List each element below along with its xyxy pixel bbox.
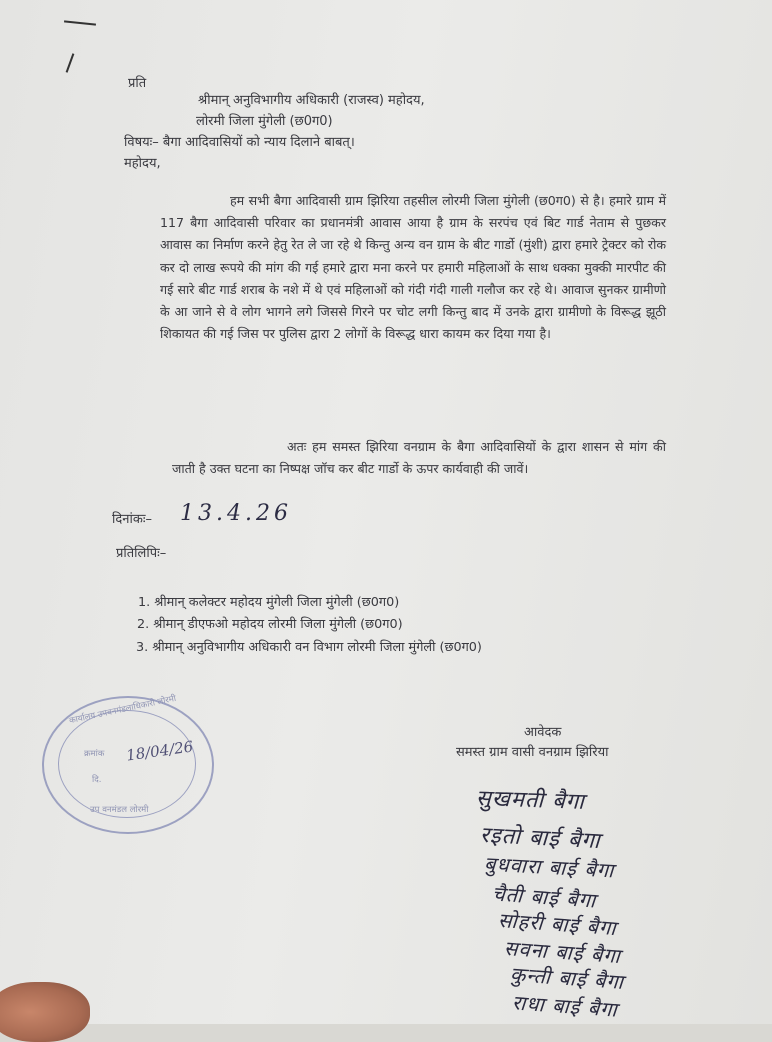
stamp-date-label: दि. bbox=[92, 775, 102, 785]
cc-item-1: 1. श्रीमान् कलेक्टर महोदय मुंगेली जिला मुंगेली (छ0ग0) bbox=[138, 595, 400, 610]
office-stamp bbox=[42, 693, 214, 834]
applicant-label: आवेदक bbox=[524, 725, 562, 740]
signature-3: बुधवारा बाई बैगा bbox=[483, 851, 615, 883]
body-paragraph-2 bbox=[172, 436, 666, 480]
pen-mark-slash bbox=[66, 53, 75, 72]
cc-item-2: 2. श्रीमान् डीएफओ महोदय लोरमी जिला मुंगेली (छ0ग0) bbox=[137, 617, 403, 632]
cc-item-3: 3. श्रीमान् अनुविभागीय अधिकारी वन विभाग लोरमी जिला मुंगेली (छ0ग0) bbox=[136, 640, 482, 655]
stamp-serial-label: क्रमांक bbox=[84, 749, 105, 759]
salutation-to: प्रति bbox=[128, 76, 147, 91]
addressee-line-1: श्रीमान् अनुविभागीय अधिकारी (राजस्व) महोदय, bbox=[198, 93, 425, 108]
date-label: दिनांकः– bbox=[112, 512, 152, 527]
signature-4: चैती बाई बैगा bbox=[491, 881, 597, 913]
cc-label: प्रतिलिपिः– bbox=[116, 546, 167, 561]
applicant-name: समस्त ग्राम वासी वनग्राम झिरिया bbox=[456, 745, 609, 760]
body-paragraph-1 bbox=[160, 190, 666, 345]
body-paragraph-1-text: हम सभी बैगा आदिवासी ग्राम झिरिया तहसील लोरमी जिला मुंगेली (छ0ग0) से है। हमारे ग्राम में 117 बैगा आदिवासी परिवार का प्रधानमंत्री आवास आया है ग्राम के सरपंच एवं बिट गार्ड नेताम से पुछकर आवास का निर्माण करने हेतु रेत ले जा रहे थे किन्तु अन्य वन ग्राम के बीट गार्डो (मुंशी) द्वारा हमारे ट्रेक्टर को रोक कर दो लाख रूपये की मांग की गई हमारे द्वारा मना करने पर हमारी महिलाओं के साथ धक्का मुक्की मारपीट की गई सारे बीट गार्ड शराब के नशे में थे एवं महिलाओं को गंदी गंदी गाली गलौज कर रहे थे। आवाज सुनकर ग्रामीणो के आ जाने से वे लोग भागने लगे जिससे गिरने पर चोट लगी किन्तु बाद में उनके द्वारा ग्रामीणो के विरूद्ध झूठी शिकायत की गई जिस पर पुलिस द्वारा 2 लोगों के विरूद्ध धारा कायम कर दिया गया है। bbox=[160, 193, 666, 342]
subject-line: विषयः– बैगा आदिवासियों को न्याय दिलाने बाबत्। bbox=[124, 135, 355, 150]
addressee-line-2: लोरमी जिला मुंगेली (छ0ग0) bbox=[196, 114, 333, 129]
stamp-bottom-text: उप वनमंडल लोरमी bbox=[90, 805, 149, 815]
signature-8: राधा बाई बैगा bbox=[511, 990, 619, 1022]
stamp-handwritten-date: 18/04/26 bbox=[125, 737, 195, 765]
signature-7: कुन्ती बाई बैगा bbox=[509, 962, 625, 994]
body-paragraph-2-text: अतः हम समस्त झिरिया वनग्राम के बैगा आदिवासियों के द्वारा शासन से मांग की जाती है उक्त घटना का निष्पक्ष जॉच कर बीट गार्डो के ऊपर कार्यवाही की जावें। bbox=[172, 439, 666, 477]
signature-5: सोहरी बाई बैगा bbox=[497, 907, 618, 941]
signature-1: सुखमती बैगा bbox=[475, 786, 586, 815]
pen-mark-dash bbox=[64, 20, 96, 25]
date-value: 13.4.26 bbox=[180, 501, 292, 526]
signature-2: रइतो बाई बैगा bbox=[479, 822, 602, 855]
stamp-office-text: कार्यालय उपवनमंडलाधिकारी लोरमी bbox=[68, 693, 177, 727]
signature-6: सवना बाई बैगा bbox=[503, 935, 622, 969]
thumb-in-frame bbox=[0, 982, 90, 1042]
greeting: महोदय, bbox=[124, 156, 161, 171]
